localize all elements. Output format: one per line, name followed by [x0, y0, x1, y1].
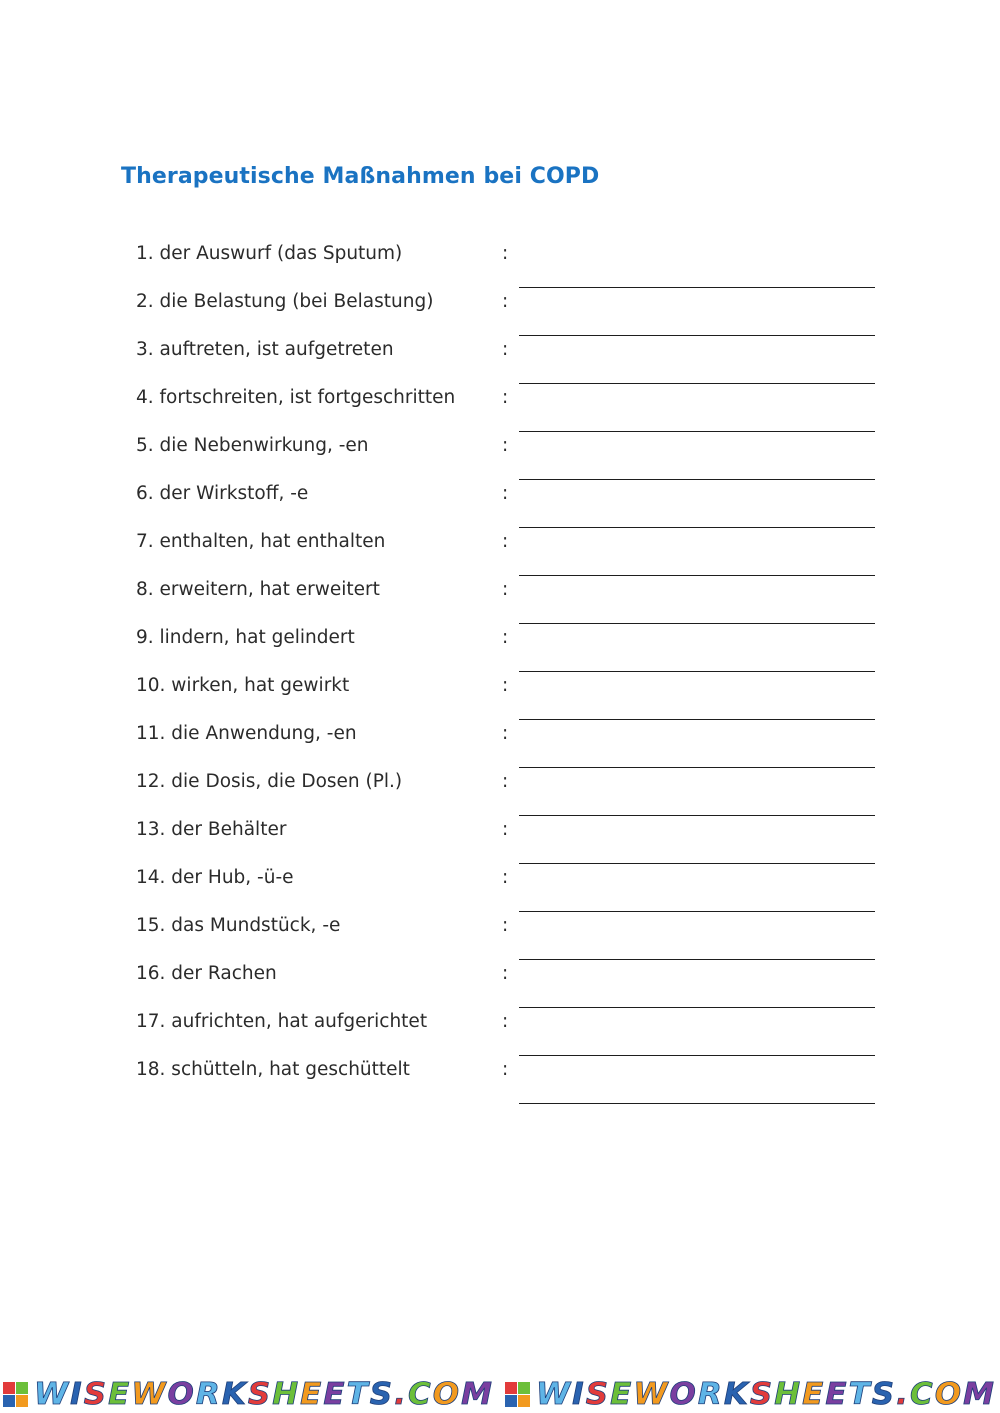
- vocab-term: 15. das Mundstück, -e: [136, 915, 341, 936]
- vocab-term: 3. auftreten, ist aufgetreten: [136, 339, 394, 360]
- vocab-separator: :: [502, 579, 509, 600]
- answer-input[interactable]: [519, 937, 875, 960]
- vocab-separator: :: [502, 531, 509, 552]
- vocab-separator: :: [502, 435, 509, 456]
- vocab-row: [0, 339, 1000, 387]
- vocab-separator: :: [502, 387, 509, 408]
- vocab-term: 9. lindern, hat gelindert: [136, 627, 355, 648]
- vocab-row: [0, 627, 1000, 675]
- vocab-term: 18. schütteln, hat geschüttelt: [136, 1059, 410, 1080]
- vocab-separator: :: [502, 243, 509, 264]
- vocab-row: [0, 579, 1000, 627]
- vocab-row: [0, 1059, 1000, 1107]
- vocab-term: 7. enthalten, hat enthalten: [136, 531, 386, 552]
- vocab-term: 6. der Wirkstoff, -e: [136, 483, 309, 504]
- vocab-row: [0, 867, 1000, 915]
- vocab-separator: :: [502, 675, 509, 696]
- vocab-row: [0, 387, 1000, 435]
- vocab-term: 10. wirken, hat gewirkt: [136, 675, 350, 696]
- vocab-row: [0, 531, 1000, 579]
- vocab-row: [0, 483, 1000, 531]
- wise-logo-icon: [3, 1382, 28, 1407]
- vocab-separator: :: [502, 771, 509, 792]
- vocab-term: 16. der Rachen: [136, 963, 277, 984]
- watermark-banner: [0, 1374, 1000, 1413]
- worksheet-title: Therapeutische Maßnahmen bei COPD: [121, 164, 600, 189]
- vocab-term: 4. fortschreiten, ist fortgeschritten: [136, 387, 456, 408]
- answer-input[interactable]: [519, 985, 875, 1008]
- answer-input[interactable]: [519, 313, 875, 336]
- vocab-row: [0, 675, 1000, 723]
- answer-input[interactable]: [519, 841, 875, 864]
- answer-input[interactable]: [519, 649, 875, 672]
- vocab-separator: :: [502, 291, 509, 312]
- watermark-text: WISEWORKSHEETS.COM: [536, 1377, 995, 1412]
- answer-input[interactable]: [519, 889, 875, 912]
- vocab-separator: :: [502, 1011, 509, 1032]
- vocab-row: [0, 243, 1000, 291]
- vocab-row: [0, 435, 1000, 483]
- vocab-row: [0, 771, 1000, 819]
- vocab-separator: :: [502, 915, 509, 936]
- vocab-term: 14. der Hub, -ü-e: [136, 867, 294, 888]
- vocab-term: 13. der Behälter: [136, 819, 287, 840]
- answer-input[interactable]: [519, 505, 875, 528]
- vocab-term: 2. die Belastung (bei Belastung): [136, 291, 434, 312]
- answer-input[interactable]: [519, 793, 875, 816]
- answer-input[interactable]: [519, 601, 875, 624]
- answer-input[interactable]: [519, 409, 875, 432]
- answer-input[interactable]: [519, 745, 875, 768]
- vocab-separator: :: [502, 1059, 509, 1080]
- answer-input[interactable]: [519, 697, 875, 720]
- vocab-row: [0, 291, 1000, 339]
- vocab-separator: :: [502, 963, 509, 984]
- vocab-separator: :: [502, 339, 509, 360]
- vocab-separator: :: [502, 627, 509, 648]
- answer-input[interactable]: [519, 361, 875, 384]
- vocab-term: 8. erweitern, hat erweitert: [136, 579, 380, 600]
- vocab-term: 1. der Auswurf (das Sputum): [136, 243, 403, 264]
- wise-logo-icon: [505, 1382, 530, 1407]
- answer-input[interactable]: [519, 265, 875, 288]
- answer-input[interactable]: [519, 553, 875, 576]
- vocab-separator: :: [502, 483, 509, 504]
- vocab-term: 5. die Nebenwirkung, -en: [136, 435, 369, 456]
- answer-input[interactable]: [519, 1081, 875, 1104]
- vocab-row: [0, 963, 1000, 1011]
- answer-input[interactable]: [519, 1033, 875, 1056]
- answer-input[interactable]: [519, 457, 875, 480]
- vocab-term: 12. die Dosis, die Dosen (Pl.): [136, 771, 403, 792]
- vocab-separator: :: [502, 867, 509, 888]
- vocab-term: 11. die Anwendung, -en: [136, 723, 357, 744]
- vocab-term: 17. aufrichten, hat aufgerichtet: [136, 1011, 428, 1032]
- watermark-text: WISEWORKSHEETS.COM: [34, 1377, 493, 1412]
- vocab-row: [0, 723, 1000, 771]
- vocab-separator: :: [502, 723, 509, 744]
- vocab-row: [0, 819, 1000, 867]
- vocab-separator: :: [502, 819, 509, 840]
- vocab-row: [0, 1011, 1000, 1059]
- vocab-row: [0, 915, 1000, 963]
